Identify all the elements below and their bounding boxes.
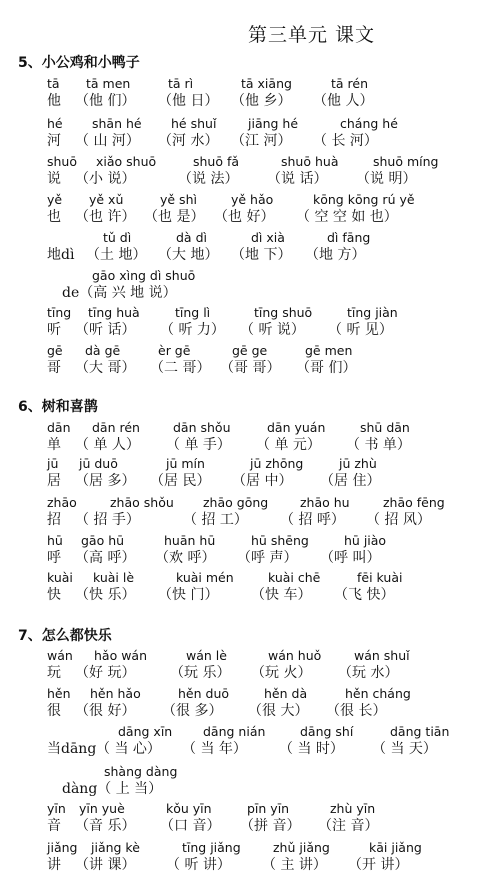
word-row bbox=[0, 154, 500, 190]
hanzi-text: （也 许） bbox=[75, 209, 136, 225]
pinyin-text: dān shǒu bbox=[173, 420, 231, 435]
word-row bbox=[0, 686, 500, 722]
hanzi-text: （ 听 说） bbox=[240, 322, 305, 338]
word-row bbox=[0, 268, 500, 304]
pinyin-text: shuō fǎ bbox=[193, 154, 240, 169]
word-row bbox=[0, 570, 500, 606]
pinyin-text: dān rén bbox=[92, 420, 140, 435]
word-row bbox=[0, 192, 500, 228]
pinyin-text: zhù yīn bbox=[330, 801, 376, 816]
pinyin-text: tīng jiǎng bbox=[182, 840, 241, 855]
hanzi-text: de（高 兴 地 说） bbox=[62, 285, 177, 301]
pinyin-text: hěn cháng bbox=[345, 686, 411, 701]
word-row bbox=[0, 456, 500, 492]
hanzi-text: （ 书 单） bbox=[346, 437, 411, 453]
pinyin-text: tīng bbox=[47, 305, 72, 320]
pinyin-text: shān hé bbox=[92, 116, 142, 131]
pinyin-text: huān hū bbox=[164, 533, 216, 548]
hanzi-text: dàng（ 上 当） bbox=[62, 781, 163, 797]
hanzi-text: （说 明） bbox=[356, 171, 417, 187]
hanzi-text: （他 日） bbox=[158, 93, 219, 109]
pinyin-text: pīn yīn bbox=[247, 801, 290, 816]
hanzi-text: （ 听 力） bbox=[160, 322, 225, 338]
pinyin-text: zhāo hu bbox=[300, 495, 350, 510]
pinyin-text: tīng shuō bbox=[254, 305, 313, 320]
pinyin-text: tīng lì bbox=[175, 305, 211, 320]
hanzi-text: （ 当 年） bbox=[182, 741, 247, 757]
pinyin-text: kuài chē bbox=[268, 570, 321, 585]
pinyin-text: gāo xìng dì shuō bbox=[92, 268, 196, 283]
hanzi-text: （ 招 风） bbox=[366, 512, 431, 528]
hanzi-text: （哥 哥） bbox=[220, 360, 281, 376]
word-row bbox=[0, 420, 500, 456]
pinyin-text: wán shuǐ bbox=[354, 648, 410, 663]
pinyin-text: dà gē bbox=[85, 343, 121, 358]
pinyin-text: kāi jiǎng bbox=[369, 840, 422, 855]
hanzi-text: （说 话） bbox=[267, 171, 328, 187]
hanzi-text: 招 bbox=[47, 512, 61, 528]
hanzi-text: （开 讲） bbox=[348, 857, 409, 873]
pinyin-text: dà dì bbox=[176, 230, 207, 245]
pinyin-text: kuài lè bbox=[93, 570, 135, 585]
pinyin-text: jiāng hé bbox=[248, 116, 299, 131]
hanzi-text: （ 招 手） bbox=[75, 512, 140, 528]
pinyin-text: jū zhù bbox=[339, 456, 377, 471]
pinyin-text: hū shēng bbox=[251, 533, 309, 548]
word-row bbox=[0, 116, 500, 152]
pinyin-text: zhǔ jiǎng bbox=[273, 840, 330, 855]
hanzi-text: （玩 水） bbox=[338, 665, 399, 681]
pinyin-text: yīn yuè bbox=[79, 801, 125, 816]
hanzi-text: （说 法） bbox=[178, 171, 239, 187]
pinyin-text: hěn bbox=[47, 686, 71, 701]
hanzi-text: （很 多） bbox=[162, 703, 223, 719]
pinyin-text: tā rén bbox=[331, 76, 369, 91]
hanzi-text: （地 下） bbox=[231, 247, 292, 263]
lesson-heading: 6、树和喜鹊 bbox=[18, 399, 98, 415]
hanzi-text: （玩 乐） bbox=[170, 665, 231, 681]
pinyin-text: dāng xīn bbox=[118, 724, 173, 739]
pinyin-text: gē men bbox=[305, 343, 353, 358]
hanzi-text: （地 方） bbox=[305, 247, 366, 263]
pinyin-text: tā rì bbox=[168, 76, 194, 91]
pinyin-text: shuō bbox=[47, 154, 78, 169]
pinyin-text: dāng nián bbox=[203, 724, 266, 739]
hanzi-text: （大 哥） bbox=[75, 360, 136, 376]
lesson-heading: 7、怎么都快乐 bbox=[18, 628, 112, 644]
pinyin-text: wán huǒ bbox=[268, 648, 322, 663]
pinyin-text: kuài mén bbox=[176, 570, 234, 585]
pinyin-text: hé bbox=[47, 116, 63, 131]
hanzi-text: 河 bbox=[47, 133, 61, 149]
hanzi-text: （他 们） bbox=[75, 93, 136, 109]
pinyin-text: zhāo bbox=[47, 495, 77, 510]
hanzi-text: （ 主 讲） bbox=[262, 857, 327, 873]
hanzi-text: 他 bbox=[47, 93, 61, 109]
hanzi-text: （飞 快） bbox=[334, 587, 395, 603]
hanzi-text: 说 bbox=[47, 171, 61, 187]
hanzi-text: 居 bbox=[47, 473, 61, 489]
hanzi-text: （居 多） bbox=[75, 473, 136, 489]
pinyin-text: gāo hū bbox=[81, 533, 125, 548]
pinyin-text: jū mín bbox=[166, 456, 205, 471]
pinyin-text: yě shì bbox=[160, 192, 197, 207]
pinyin-text: shàng dàng bbox=[104, 764, 178, 779]
hanzi-text: （很 大） bbox=[248, 703, 309, 719]
pinyin-text: yīn bbox=[47, 801, 66, 816]
hanzi-text: （快 乐） bbox=[75, 587, 136, 603]
pinyin-text: dāng tiān bbox=[390, 724, 450, 739]
hanzi-text: （也 是） bbox=[144, 209, 205, 225]
hanzi-text: （呼 声） bbox=[237, 550, 298, 566]
hanzi-text: （欢 呼） bbox=[155, 550, 216, 566]
hanzi-text: （ 听 讲） bbox=[166, 857, 231, 873]
pinyin-text: hé shuǐ bbox=[171, 116, 217, 131]
hanzi-text: （ 单 手） bbox=[166, 437, 231, 453]
pinyin-text: tā xiāng bbox=[241, 76, 292, 91]
pinyin-text: kuài bbox=[47, 570, 73, 585]
hanzi-text: （ 招 呼） bbox=[280, 512, 345, 528]
hanzi-text: （ 听 见） bbox=[328, 322, 393, 338]
pinyin-text: èr gē bbox=[158, 343, 191, 358]
word-row bbox=[0, 343, 500, 379]
hanzi-text: （ 当 时） bbox=[279, 741, 344, 757]
pinyin-text: jū duō bbox=[79, 456, 118, 471]
pinyin-text: dāng shí bbox=[300, 724, 354, 739]
pinyin-text: cháng hé bbox=[340, 116, 398, 131]
pinyin-text: hū jiào bbox=[344, 533, 387, 548]
hanzi-text: 哥 bbox=[47, 360, 61, 376]
pinyin-text: hěn hǎo bbox=[90, 686, 141, 701]
pinyin-text: yě xǔ bbox=[89, 192, 124, 207]
pinyin-text: hěn dà bbox=[264, 686, 308, 701]
hanzi-text: （呼 叫） bbox=[320, 550, 381, 566]
hanzi-text: （拼 音） bbox=[240, 818, 301, 834]
pinyin-text: dān bbox=[47, 420, 71, 435]
pinyin-text: shū dān bbox=[360, 420, 410, 435]
pinyin-text: dì fāng bbox=[327, 230, 371, 245]
hanzi-text: （他 人） bbox=[313, 93, 374, 109]
pinyin-text: wán bbox=[47, 648, 73, 663]
hanzi-text: （很 好） bbox=[75, 703, 136, 719]
word-row bbox=[0, 76, 500, 112]
pinyin-text: zhāo shǒu bbox=[110, 495, 174, 510]
hanzi-text: （他 乡） bbox=[231, 93, 292, 109]
hanzi-text: （玩 火） bbox=[251, 665, 312, 681]
pinyin-text: jū bbox=[47, 456, 59, 471]
hanzi-text: 快 bbox=[47, 587, 61, 603]
hanzi-text: （也 好） bbox=[214, 209, 275, 225]
hanzi-text: （二 哥） bbox=[150, 360, 211, 376]
pinyin-text: shuō huà bbox=[281, 154, 339, 169]
word-row bbox=[0, 648, 500, 684]
hanzi-text: 听 bbox=[47, 322, 61, 338]
hanzi-text: （土 地） bbox=[86, 247, 147, 263]
hanzi-text: 地dì bbox=[47, 247, 75, 263]
pinyin-text: tā men bbox=[86, 76, 131, 91]
hanzi-text: （江 河） bbox=[231, 133, 292, 149]
hanzi-text: （居 民） bbox=[150, 473, 211, 489]
hanzi-text: （快 车） bbox=[251, 587, 312, 603]
word-row bbox=[0, 840, 500, 876]
hanzi-text: （居 住） bbox=[320, 473, 381, 489]
pinyin-text: kǒu yīn bbox=[166, 801, 212, 816]
pinyin-text: kōng kōng rú yě bbox=[313, 192, 415, 207]
hanzi-text: （小 说） bbox=[75, 171, 136, 187]
hanzi-text: （高 呼） bbox=[75, 550, 136, 566]
hanzi-text: （快 门） bbox=[158, 587, 219, 603]
word-row bbox=[0, 533, 500, 569]
pinyin-text: dì xià bbox=[251, 230, 285, 245]
pinyin-text: yě hǎo bbox=[231, 192, 274, 207]
hanzi-text: （ 当 天） bbox=[372, 741, 437, 757]
hanzi-text: 音 bbox=[47, 818, 61, 834]
word-row bbox=[0, 230, 500, 266]
pinyin-text: hěn duō bbox=[178, 686, 230, 701]
hanzi-text: 讲 bbox=[47, 857, 61, 873]
hanzi-text: （ 单 元） bbox=[256, 437, 321, 453]
pinyin-text: jiǎng kè bbox=[91, 840, 140, 855]
pinyin-text: jū zhōng bbox=[250, 456, 304, 471]
word-row bbox=[0, 724, 500, 760]
hanzi-text: 单 bbox=[47, 437, 61, 453]
hanzi-text: （ 山 河） bbox=[75, 133, 140, 149]
hanzi-text: （哥 们） bbox=[296, 360, 357, 376]
word-row bbox=[0, 305, 500, 341]
pinyin-text: zhāo gōng bbox=[203, 495, 269, 510]
hanzi-text: （音 乐） bbox=[75, 818, 136, 834]
hanzi-text: （注 音） bbox=[318, 818, 379, 834]
hanzi-text: （ 单 人） bbox=[75, 437, 140, 453]
hanzi-text: （ 当 心） bbox=[96, 741, 161, 757]
pinyin-text: tǔ dì bbox=[103, 230, 132, 245]
pinyin-text: wán lè bbox=[186, 648, 227, 663]
hanzi-text: 很 bbox=[47, 703, 61, 719]
hanzi-text: 呼 bbox=[47, 550, 61, 566]
word-row bbox=[0, 495, 500, 531]
hanzi-text: （ 招 工） bbox=[183, 512, 248, 528]
lesson-heading: 5、小公鸡和小鸭子 bbox=[18, 55, 140, 71]
hanzi-text: （讲 课） bbox=[75, 857, 136, 873]
hanzi-text: 玩 bbox=[47, 665, 61, 681]
pinyin-text: zhāo fēng bbox=[383, 495, 445, 510]
pinyin-text: tīng huà bbox=[88, 305, 140, 320]
hanzi-text: （ 长 河） bbox=[313, 133, 378, 149]
hanzi-text: （大 地） bbox=[158, 247, 219, 263]
hanzi-text: （河 水） bbox=[158, 133, 219, 149]
pinyin-text: jiǎng bbox=[47, 840, 78, 855]
pinyin-text: fēi kuài bbox=[357, 570, 403, 585]
hanzi-text: 也 bbox=[47, 209, 61, 225]
hanzi-text: （好 玩） bbox=[75, 665, 136, 681]
pinyin-text: xiǎo shuō bbox=[96, 154, 157, 169]
pinyin-text: hū bbox=[47, 533, 63, 548]
hanzi-text: （口 音） bbox=[160, 818, 221, 834]
page-title: 第三单元 课文 bbox=[248, 24, 376, 46]
pinyin-text: tīng jiàn bbox=[347, 305, 398, 320]
pinyin-text: yě bbox=[47, 192, 63, 207]
pinyin-text: gē bbox=[47, 343, 63, 358]
word-row bbox=[0, 801, 500, 837]
pinyin-text: hǎo wán bbox=[94, 648, 148, 663]
hanzi-text: 当dāng bbox=[47, 741, 97, 757]
pinyin-text: shuō míng bbox=[373, 154, 439, 169]
pinyin-text: tā bbox=[47, 76, 60, 91]
hanzi-text: （ 空 空 如 也） bbox=[296, 209, 398, 225]
hanzi-text: （居 中） bbox=[232, 473, 293, 489]
word-row bbox=[0, 764, 500, 800]
hanzi-text: （很 长） bbox=[326, 703, 387, 719]
pinyin-text: gē ge bbox=[232, 343, 268, 358]
pinyin-text: dān yuán bbox=[267, 420, 326, 435]
hanzi-text: （听 话） bbox=[75, 322, 136, 338]
